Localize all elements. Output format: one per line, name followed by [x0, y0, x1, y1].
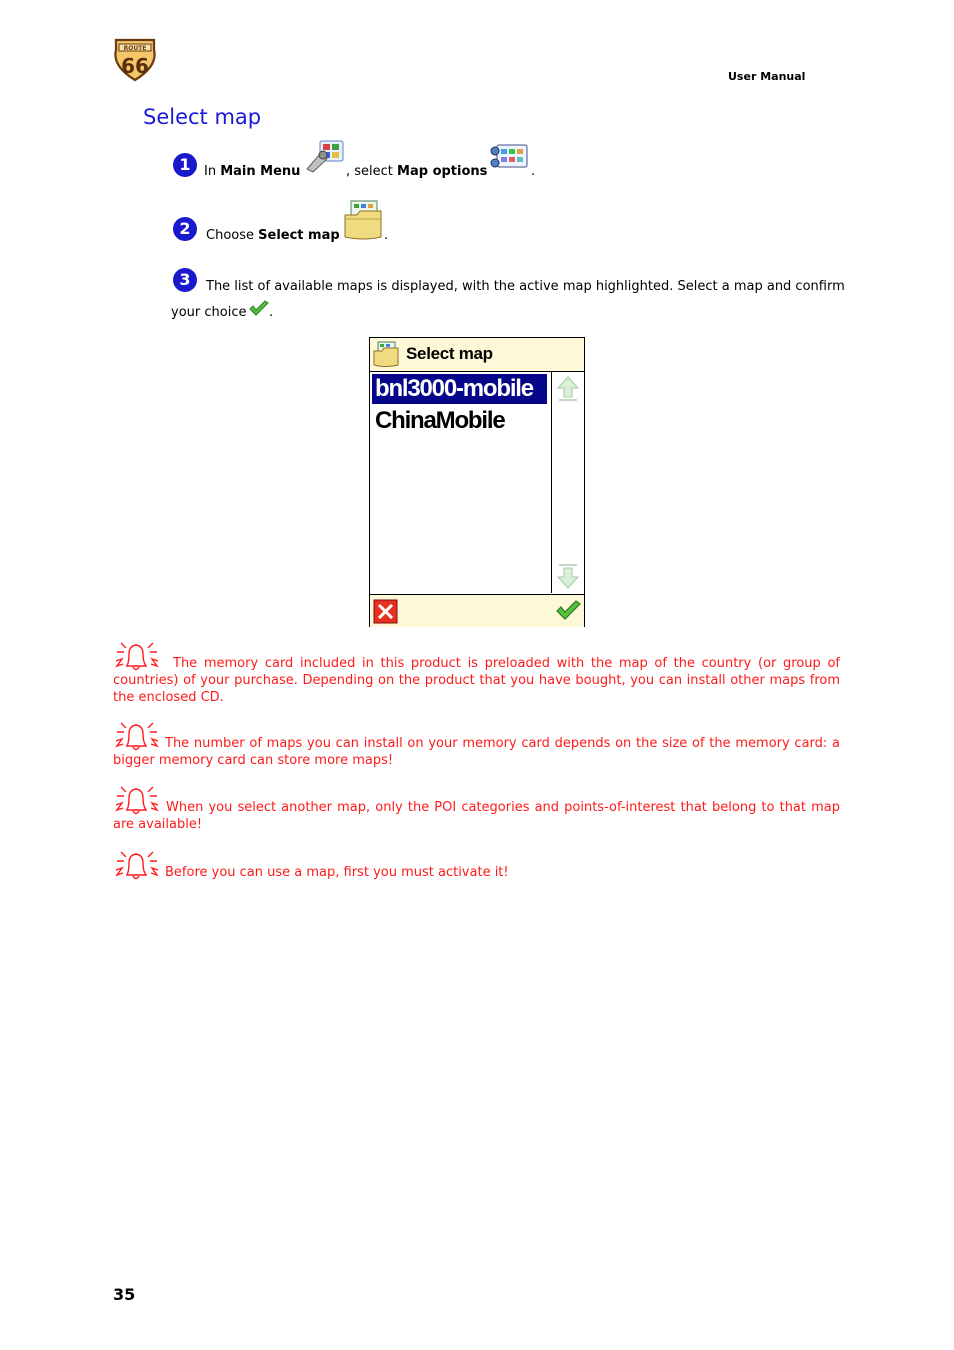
note-4: Before you can use a map, first you must activate it! — [165, 865, 509, 880]
header-label: User Manual — [728, 70, 806, 83]
main-menu-icon — [305, 139, 345, 173]
logo-top-text: ROUTE — [123, 45, 147, 52]
map-list-item[interactable]: ChinaMobile — [375, 407, 505, 434]
step-3-line-1: The list of available maps is displayed, with the active map highlighted. Select a map and confirm — [206, 279, 845, 294]
dialog-folder-icon — [373, 341, 399, 368]
step-3-line-2: your choice — [171, 305, 247, 320]
note-3: When you select another map, only the POI categories and points-of-interest that belong to that map are available! — [113, 800, 840, 832]
step-3-number: 3 — [173, 268, 197, 292]
step-3-end: . — [269, 305, 274, 320]
page-number: 35 — [113, 1285, 136, 1304]
step-2-pre: Choose — [206, 228, 259, 243]
step-1-map-options: Map options — [397, 164, 488, 179]
check-icon — [248, 300, 270, 317]
note-1: The memory card included in this product is preloaded with the map of the country (or group of countries) of your purchase. Depending on the product that you have bought, you can install other maps from the enclosed CD. — [113, 656, 840, 705]
step-2-select-map: Select map — [258, 228, 340, 243]
route66-logo-icon — [112, 36, 158, 82]
note-2: The number of maps you can install on your memory card depends on the size of the memory card: a bigger memory card can store more maps! — [113, 736, 840, 768]
cancel-x-icon[interactable] — [373, 599, 398, 624]
step-1-text-2 — [346, 164, 487, 179]
step-2-end: . — [384, 228, 389, 243]
map-list-item-active[interactable]: bnl3000-mobile — [372, 374, 547, 404]
scroll-down-arrow-icon[interactable] — [556, 562, 580, 590]
dialog-title-bar — [370, 338, 584, 372]
step-1-number: 1 — [173, 153, 197, 177]
step-1-mid: , select — [346, 164, 398, 179]
map-options-icon — [489, 143, 529, 173]
dialog-title: Select map — [406, 344, 493, 363]
scrollbar[interactable] — [552, 372, 584, 593]
step-2-text — [206, 228, 340, 243]
select-map-folder-icon — [343, 199, 383, 241]
logo-number-text: 66 — [121, 54, 149, 78]
step-1-pre: In — [204, 164, 221, 179]
scroll-up-arrow-icon[interactable] — [556, 375, 580, 403]
step-1-main-menu: Main Menu — [220, 164, 301, 179]
confirm-check-icon[interactable] — [555, 600, 582, 622]
dialog-footer — [370, 594, 584, 627]
step-2-number: 2 — [173, 217, 197, 241]
select-map-dialog — [369, 337, 585, 627]
page-title: Select map — [143, 105, 262, 129]
step-1-end: . — [531, 164, 536, 179]
map-list[interactable] — [370, 372, 552, 593]
step-1-text — [204, 164, 300, 179]
